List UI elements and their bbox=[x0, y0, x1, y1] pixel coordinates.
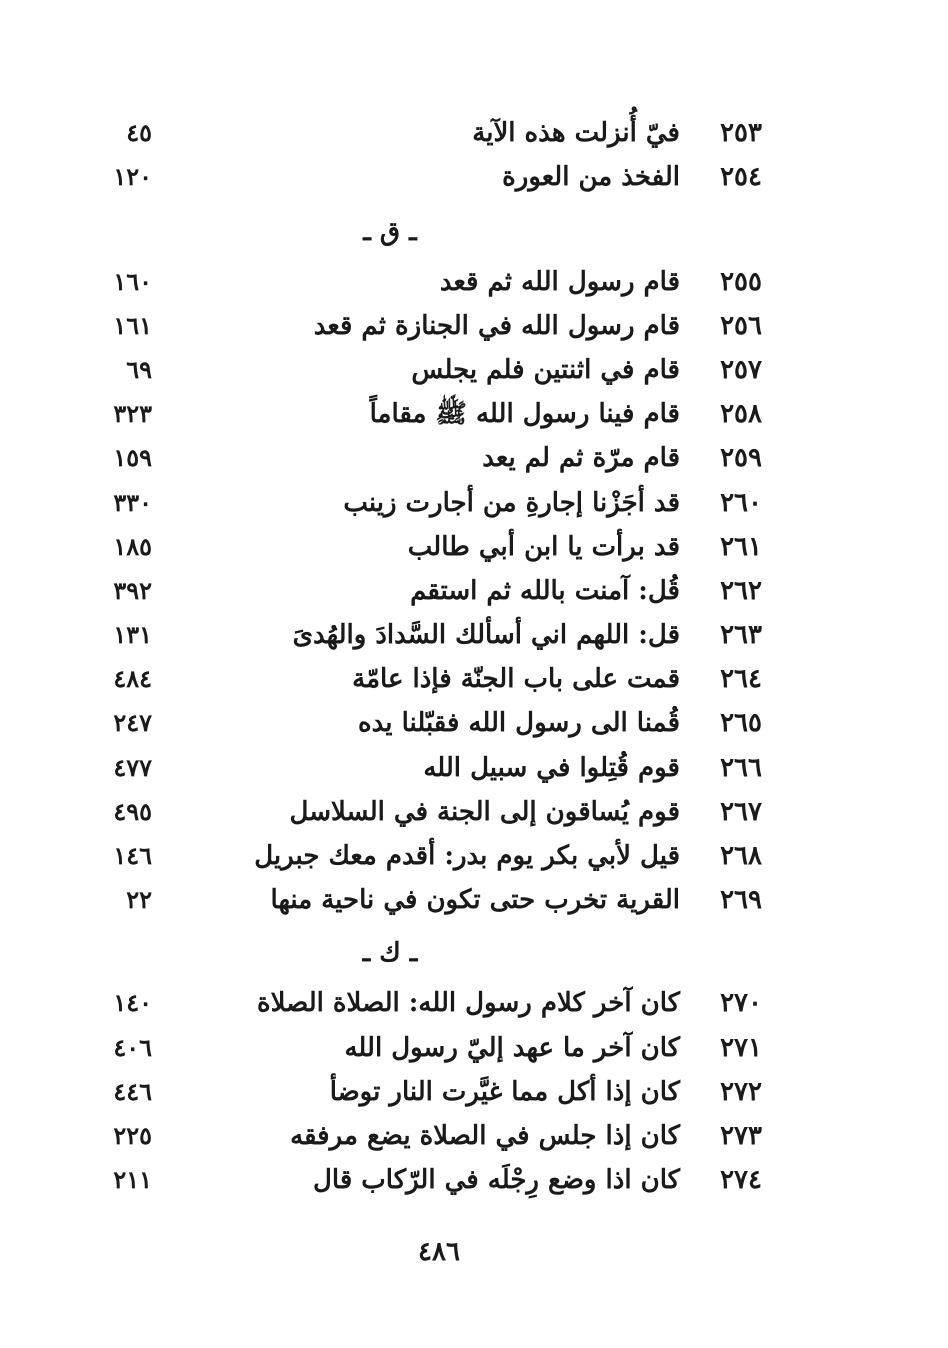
entry-page: ٤٩٥ bbox=[113, 797, 152, 826]
entry-page: ١٦١ bbox=[113, 311, 152, 340]
index-entry bbox=[0, 748, 948, 788]
entry-number: ٢٥٦ bbox=[720, 311, 762, 341]
entry-page: ٤٠٦ bbox=[113, 1033, 152, 1062]
entry-number: ٢٦٧ bbox=[720, 797, 762, 827]
index-entry bbox=[0, 983, 948, 1023]
entry-page: ١٤٠ bbox=[113, 988, 152, 1017]
entry-text: فيّ أُنزلت هذه الآية bbox=[472, 118, 680, 148]
index-entry bbox=[0, 880, 948, 920]
entry-page: ١٦٠ bbox=[113, 267, 152, 296]
index-entry bbox=[0, 1116, 948, 1156]
index-entry bbox=[0, 306, 948, 346]
index-entry bbox=[0, 703, 948, 743]
index-entry bbox=[0, 262, 948, 302]
entry-number: ٢٧٢ bbox=[720, 1077, 762, 1107]
entry-text: قل: اللهم اني أسألك السَّدادَ والهُدىَ bbox=[292, 620, 680, 650]
entry-text: قام رسول الله ثم قعد bbox=[439, 267, 680, 297]
entry-number: ٢٧٣ bbox=[720, 1121, 762, 1151]
index-entry bbox=[0, 571, 948, 611]
entry-page: ٤٤٦ bbox=[113, 1077, 152, 1106]
entry-text: القرية تخرب حتى تكون في ناحية منها bbox=[270, 885, 680, 915]
entry-number: ٢٧٤ bbox=[720, 1165, 762, 1195]
entry-number: ٢٦٨ bbox=[720, 841, 762, 871]
entry-number: ٢٥٨ bbox=[720, 399, 762, 429]
index-entry bbox=[0, 438, 948, 478]
index-entry bbox=[0, 659, 948, 699]
entry-page: ١٢٠ bbox=[113, 162, 152, 191]
section-letter-heading: ـ ك ـ bbox=[362, 938, 418, 968]
entry-number: ٢٦٩ bbox=[720, 885, 762, 915]
entry-text: قُل: آمنت بالله ثم استقم bbox=[410, 576, 680, 606]
entry-number: ٢٦١ bbox=[720, 532, 762, 562]
index-entry bbox=[0, 792, 948, 832]
entry-number: ٢٦٠ bbox=[720, 488, 762, 518]
entry-number: ٢٥٧ bbox=[720, 355, 762, 385]
entry-page: ٢٢٥ bbox=[113, 1121, 152, 1150]
index-entry bbox=[0, 836, 948, 876]
entry-text: كان إذا أكل مما غيَّرت النار توضأ bbox=[329, 1077, 680, 1107]
entry-text: قد برأت يا ابن أبي طالب bbox=[407, 532, 680, 562]
entry-page: ١٨٥ bbox=[113, 532, 152, 561]
entry-text: كان إذا جلس في الصلاة يضع مرفقه bbox=[290, 1121, 680, 1151]
index-entry bbox=[0, 394, 948, 434]
entry-text: الفخذ من العورة bbox=[502, 162, 680, 192]
index-entry bbox=[0, 1072, 948, 1112]
entry-text: كان آخر كلام رسول الله: الصلاة الصلاة bbox=[257, 988, 680, 1018]
entry-number: ٢٧٠ bbox=[720, 988, 762, 1018]
entry-page: ٢٢ bbox=[126, 885, 152, 914]
entry-page: ٢٤٧ bbox=[113, 708, 152, 737]
entry-page: ٣٩٢ bbox=[113, 576, 152, 605]
entry-number: ٢٥٩ bbox=[720, 443, 762, 473]
entry-text: قام رسول الله في الجنازة ثم قعد bbox=[313, 311, 680, 341]
entry-text: كان آخر ما عهد إليّ رسول الله bbox=[344, 1033, 680, 1063]
index-entry bbox=[0, 615, 948, 655]
entry-page: ٤٨٤ bbox=[113, 664, 152, 693]
index-entry bbox=[0, 113, 948, 153]
index-entry bbox=[0, 350, 948, 390]
entry-text: قام مرّة ثم لم يعد bbox=[482, 443, 680, 473]
entry-number: ٢٥٥ bbox=[720, 267, 762, 297]
entry-text: قوم يُساقون إلى الجنة في السلاسل bbox=[289, 797, 680, 827]
index-entry bbox=[0, 157, 948, 197]
entry-text: قيل لأبي بكر يوم بدر: أقدم معك جبريل bbox=[254, 841, 680, 871]
entry-page: ١٣١ bbox=[113, 620, 152, 649]
entry-text: كان اذا وضع رِجْلَه في الرّكاب قال bbox=[313, 1165, 680, 1195]
entry-page: ٣٣٠ bbox=[113, 488, 152, 517]
entry-page: ٣٢٣ bbox=[113, 399, 152, 428]
entry-text: قام في اثنتين فلم يجلس bbox=[411, 355, 680, 385]
entry-number: ٢٥٣ bbox=[720, 118, 762, 148]
entry-number: ٢٥٤ bbox=[720, 162, 762, 192]
entry-text: قد أجَزْنا إجارةِ من أجارت زينب bbox=[343, 488, 680, 518]
entry-number: ٢٦٥ bbox=[720, 708, 762, 738]
index-entry bbox=[0, 1160, 948, 1200]
entry-page: ٢١١ bbox=[113, 1165, 152, 1194]
entry-number: ٢٦٤ bbox=[720, 664, 762, 694]
index-entry bbox=[0, 1028, 948, 1068]
entry-text: قوم قُتِلوا في سبيل الله bbox=[423, 753, 680, 783]
entry-text: قام فينا رسول الله ﷺ مقاماً bbox=[369, 399, 680, 429]
entry-page: ٤٧٧ bbox=[113, 753, 152, 782]
entry-number: ٢٧١ bbox=[720, 1033, 762, 1063]
index-entry bbox=[0, 527, 948, 567]
entry-page: ١٤٦ bbox=[113, 841, 152, 870]
page-number: ٤٨٦ bbox=[418, 1237, 460, 1267]
entry-number: ٢٦٦ bbox=[720, 753, 762, 783]
entry-text: قمت على باب الجنّة فإذا عامّة bbox=[352, 664, 680, 694]
entry-number: ٢٦٣ bbox=[720, 620, 762, 650]
entry-number: ٢٦٢ bbox=[720, 576, 762, 606]
section-letter-heading: ـ ق ـ bbox=[363, 217, 417, 247]
index-entry bbox=[0, 483, 948, 523]
entry-page: ٦٩ bbox=[126, 355, 152, 384]
entry-page: ١٥٩ bbox=[113, 443, 152, 472]
entry-text: قُمنا الى رسول الله فقبّلنا يده bbox=[358, 708, 680, 738]
entry-page: ٤٥ bbox=[126, 118, 152, 147]
